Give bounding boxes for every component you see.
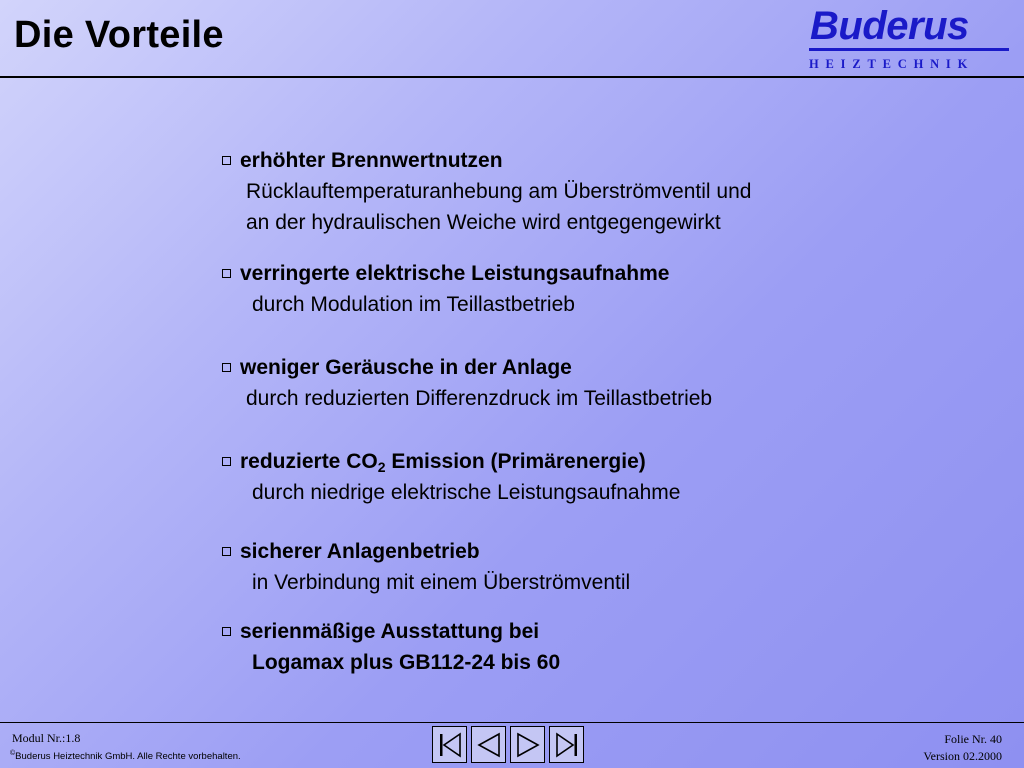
- logo-subtitle: HEIZTECHNIK: [809, 57, 975, 71]
- first-icon: [436, 730, 464, 760]
- bullet-line: durch Modulation im Teillastbetrieb: [252, 293, 575, 316]
- bullet-line: durch reduzierten Differenzdruck im Teillastbetrieb: [246, 387, 713, 410]
- previous-icon: [475, 730, 503, 760]
- page-title: Die Vorteile: [14, 14, 224, 56]
- bullet-line: Logamax plus GB112-24 bis 60: [252, 651, 561, 674]
- checkbox-bullet-icon: [222, 363, 231, 372]
- logo-underline: [809, 48, 1009, 51]
- logo-brand: Buderus: [810, 4, 969, 48]
- first-slide-button[interactable]: [432, 726, 467, 763]
- list-item: [222, 447, 680, 508]
- footer-info: [12, 731, 241, 764]
- bullet-heading: serienmäßige Ausstattung bei: [240, 620, 540, 643]
- bullet-line: durch niedrige elektrische Leistungsaufnahme: [252, 481, 681, 504]
- bullet-heading: verringerte elektrische Leistungsaufnahme: [240, 262, 670, 285]
- bullet-heading: weniger Geräusche in der Anlage: [240, 356, 572, 379]
- bullet-heading: erhöhter Brennwertnutzen: [240, 149, 503, 172]
- module-number: Modul Nr.:1.8: [12, 731, 81, 745]
- checkbox-bullet-icon: [222, 156, 231, 165]
- slide-navigation: [432, 726, 584, 763]
- footer-slide-info: [923, 731, 1002, 765]
- buderus-logo: [806, 4, 1010, 74]
- footer-divider: [0, 722, 1024, 723]
- last-slide-button[interactable]: [549, 726, 584, 763]
- list-item: [222, 353, 712, 414]
- checkbox-bullet-icon: [222, 269, 231, 278]
- checkbox-bullet-icon: [222, 547, 231, 556]
- copyright-text: ©Buderus Heiztechnik GmbH. Alle Rechte vorbehalten.: [10, 750, 241, 763]
- next-icon: [514, 730, 542, 760]
- list-item: [222, 259, 670, 320]
- checkbox-bullet-icon: [222, 457, 231, 466]
- list-item: [222, 617, 560, 678]
- header-divider: [0, 76, 1024, 78]
- list-item: [222, 537, 630, 598]
- bullet-heading: sicherer Anlagenbetrieb: [240, 540, 480, 563]
- bullet-line: Rücklauftemperaturanhebung am Überströmventil und: [246, 180, 752, 203]
- last-icon: [553, 730, 581, 760]
- list-item: [222, 146, 751, 238]
- version-label: Version 02.2000: [923, 749, 1002, 763]
- previous-slide-button[interactable]: [471, 726, 506, 763]
- next-slide-button[interactable]: [510, 726, 545, 763]
- slide-number: Folie Nr. 40: [944, 732, 1002, 746]
- bullet-line: an der hydraulischen Weiche wird entgegengewirkt: [246, 211, 721, 234]
- checkbox-bullet-icon: [222, 627, 231, 636]
- bullet-heading: reduzierte $CO_2$ Emission (Primärenergie): [240, 450, 646, 475]
- bullet-line: in Verbindung mit einem Überströmventil: [252, 571, 631, 594]
